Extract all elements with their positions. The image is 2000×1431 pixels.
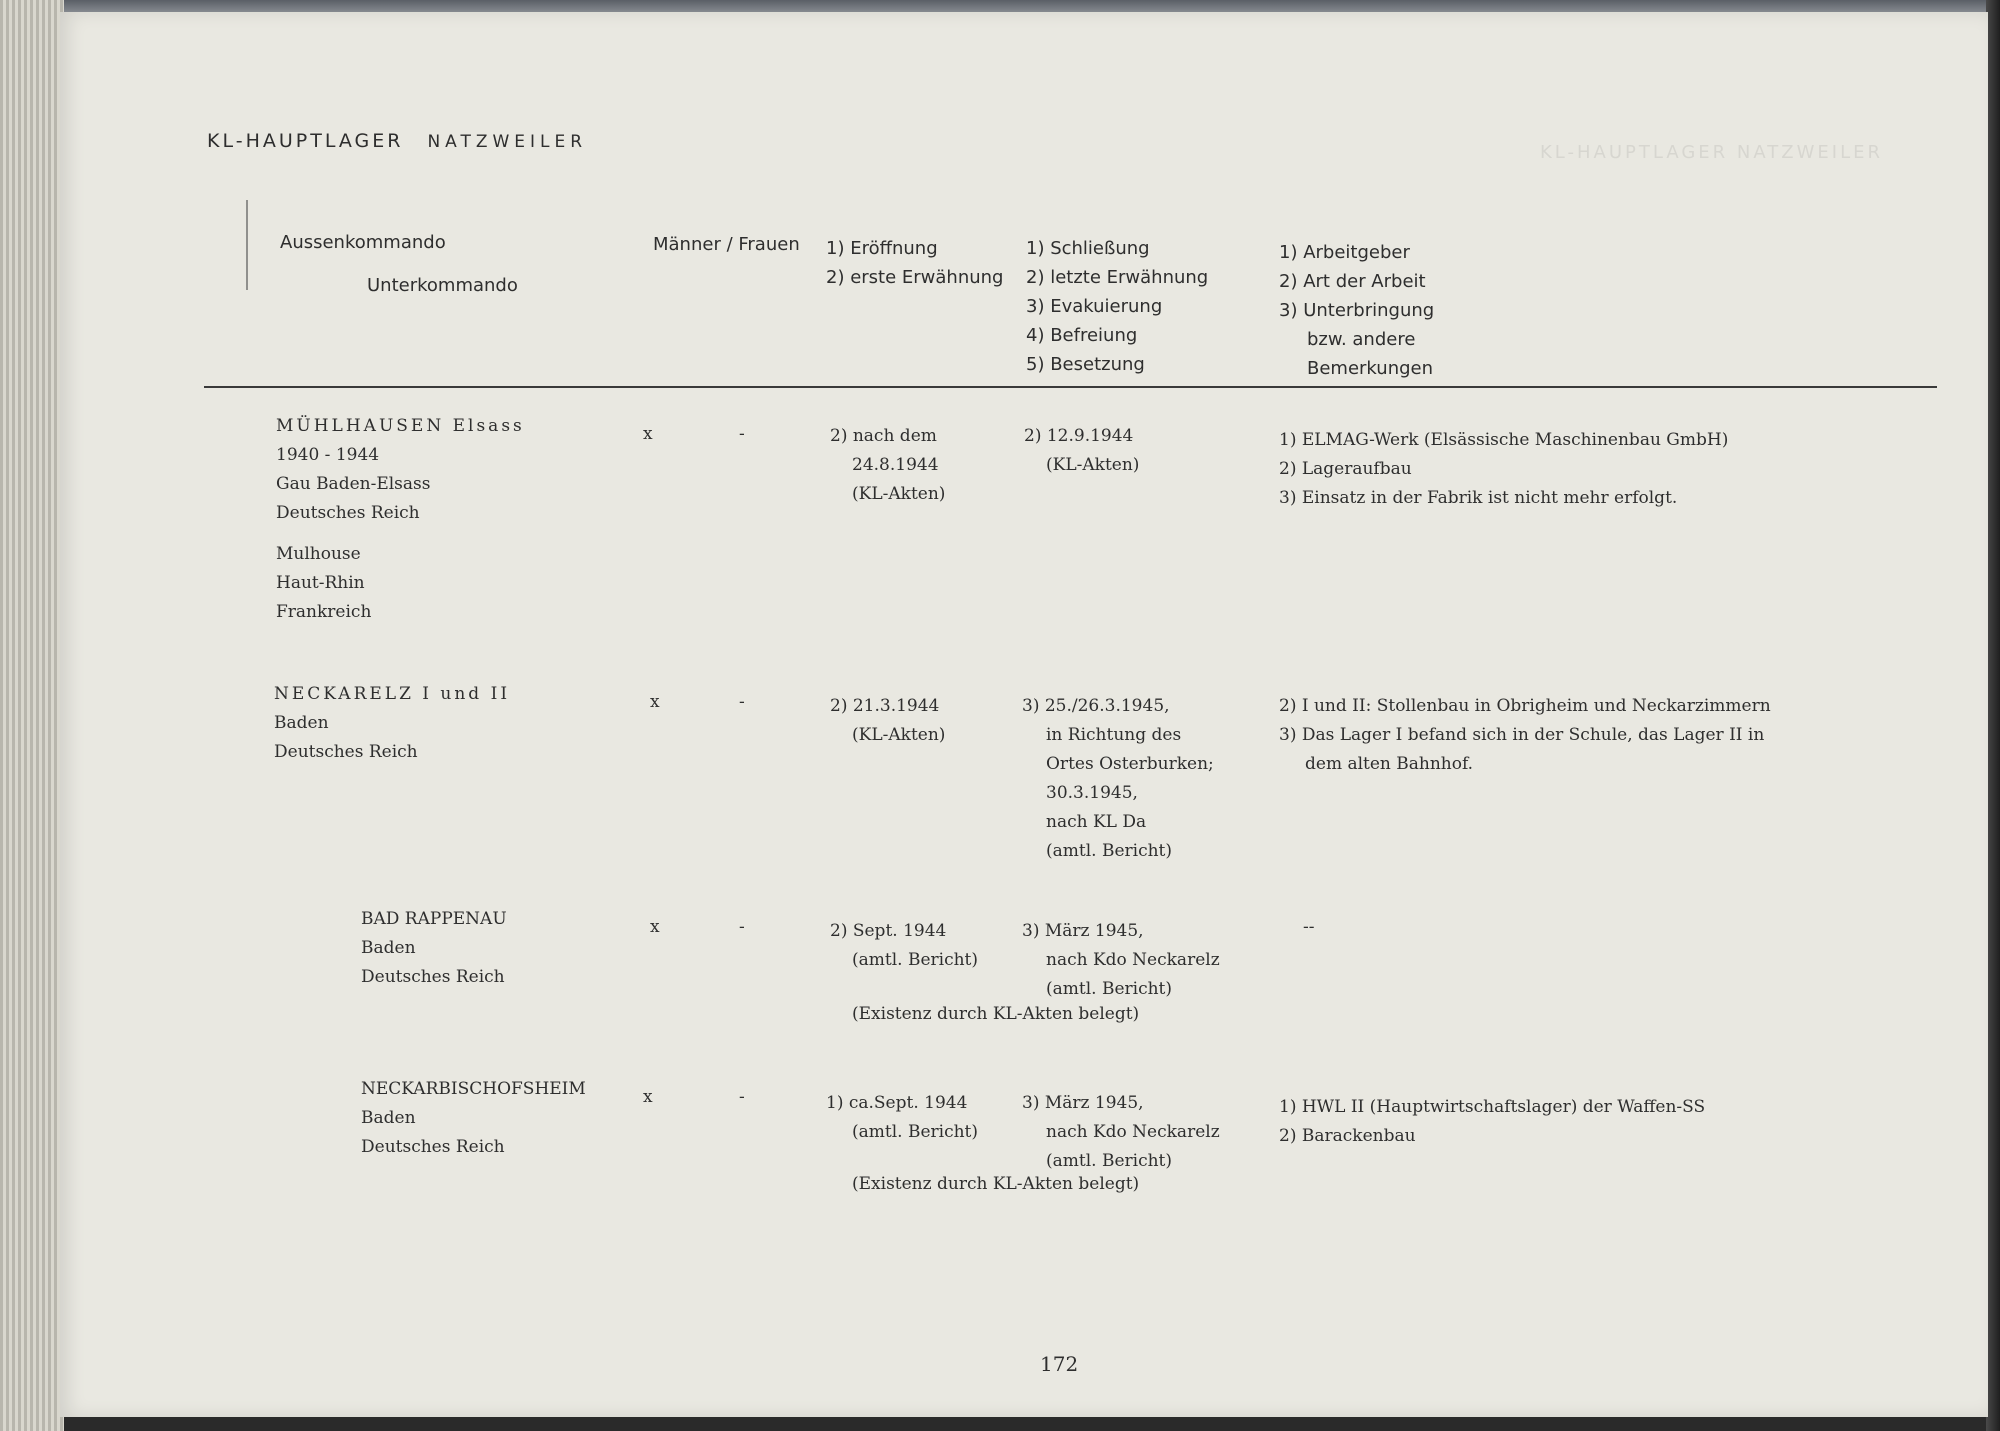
- work-line: dem alten Bahnhof.: [1305, 754, 1474, 774]
- row-open-muehlhausen: [830, 422, 945, 509]
- running-head-subtitle: NATZWEILER: [427, 132, 588, 152]
- work-line: 3) Einsatz in der Fabrik ist nicht mehr erfolgt.: [1279, 488, 1678, 508]
- camp-period: 1940 - 1944: [276, 445, 380, 465]
- header-work-line: Bemerkungen: [1307, 358, 1434, 379]
- close-line: in Richtung des: [1046, 725, 1182, 745]
- header-maenner-frauen: Männer / Frauen: [653, 234, 800, 255]
- header-arbeitgeber: [1279, 238, 1434, 383]
- row-work-bad-rappenau: --: [1303, 917, 1315, 937]
- row-note-neckarbischofsheim: (Existenz durch KL-Akten belegt): [852, 1174, 1140, 1194]
- row-name-muehlhausen: [276, 412, 525, 627]
- open-line: (amtl. Bericht): [852, 1122, 979, 1142]
- header-close-line: 5) Besetzung: [1026, 354, 1145, 375]
- row-close-muehlhausen: [1024, 422, 1139, 480]
- open-line: 2) 21.3.1944: [830, 696, 940, 716]
- work-line: 2) Barackenbau: [1279, 1126, 1416, 1146]
- close-line: nach Kdo Neckarelz: [1046, 950, 1220, 970]
- header-work-line: 1) Arbeitgeber: [1279, 242, 1410, 263]
- header-close-line: 2) letzte Erwähnung: [1026, 267, 1209, 288]
- row-men-mark: x: [650, 692, 660, 712]
- header-unterkommando: Unterkommando: [367, 275, 518, 296]
- close-line: nach KL Da: [1046, 812, 1147, 832]
- header-close-line: 4) Befreiung: [1026, 325, 1138, 346]
- camp-alt-region: Haut-Rhin: [276, 573, 365, 593]
- book-page-edges: [0, 0, 64, 1431]
- open-line: (amtl. Bericht): [852, 950, 979, 970]
- close-line: 3) 25./26.3.1945,: [1022, 696, 1170, 716]
- row-open-bad-rappenau: [830, 917, 978, 975]
- header-aussenkommando: Aussenkommando: [280, 232, 446, 253]
- row-close-neckarbischofsheim: [1022, 1089, 1220, 1176]
- header-open-line: 1) Eröffnung: [826, 238, 938, 259]
- row-women-mark: -: [739, 692, 745, 712]
- row-work-neckarbischofsheim: [1279, 1093, 1705, 1151]
- row-name-bad-rappenau: [361, 905, 507, 992]
- camp-region: Baden: [361, 938, 416, 958]
- camp-name: MÜHLHAUSEN Elsass: [276, 416, 525, 436]
- camp-region: Baden: [274, 713, 329, 733]
- camp-country: Deutsches Reich: [276, 503, 420, 523]
- open-line: 2) nach dem: [830, 426, 937, 446]
- header-close-line: 3) Evakuierung: [1026, 296, 1163, 317]
- row-work-neckarelz: [1279, 692, 1771, 779]
- work-line: 1) ELMAG-Werk (Elsässische Maschinenbau GmbH): [1279, 430, 1729, 450]
- camp-alt-country: Frankreich: [276, 602, 372, 622]
- running-head: [207, 130, 587, 152]
- row-name-neckarbischofsheim: [361, 1075, 586, 1162]
- row-men-mark: x: [643, 1087, 653, 1107]
- header-close-line: 1) Schließung: [1026, 238, 1150, 259]
- open-line: 24.8.1944: [852, 455, 939, 475]
- close-line: Ortes Osterburken;: [1046, 754, 1214, 774]
- close-line: 3) März 1945,: [1022, 1093, 1144, 1113]
- open-line: 2) Sept. 1944: [830, 921, 947, 941]
- header-work-line: 2) Art der Arbeit: [1279, 271, 1426, 292]
- row-close-neckarelz: [1022, 692, 1214, 866]
- camp-alt-name: Mulhouse: [276, 544, 361, 564]
- header-work-line: 3) Unterbringung: [1279, 300, 1435, 321]
- close-line: (amtl. Bericht): [1046, 1151, 1173, 1171]
- camp-name: NECKARELZ I und II: [274, 684, 511, 704]
- camp-region: Baden: [361, 1108, 416, 1128]
- close-line: 2) 12.9.1944: [1024, 426, 1134, 446]
- open-line: (KL-Akten): [852, 484, 946, 504]
- close-line: (amtl. Bericht): [1046, 841, 1173, 861]
- camp-country: Deutsches Reich: [361, 967, 505, 987]
- work-line: 2) I und II: Stollenbau in Obrigheim und Neckarzimmern: [1279, 696, 1771, 716]
- margin-mark: [246, 200, 248, 290]
- work-line: 2) Lageraufbau: [1279, 459, 1412, 479]
- book-right-edge: [1986, 0, 2000, 1431]
- camp-region: Gau Baden-Elsass: [276, 474, 431, 494]
- work-line: 1) HWL II (Hauptwirtschaftslager) der Waffen-SS: [1279, 1097, 1706, 1117]
- row-men-mark: x: [643, 424, 653, 444]
- close-line: (KL-Akten): [1046, 455, 1140, 475]
- close-line: 3) März 1945,: [1022, 921, 1144, 941]
- camp-country: Deutsches Reich: [274, 742, 418, 762]
- running-head-title: KL-HAUPTLAGER: [207, 130, 404, 152]
- row-open-neckarelz: [830, 692, 945, 750]
- row-note-bad-rappenau: (Existenz durch KL-Akten belegt): [852, 1004, 1140, 1024]
- close-line: nach Kdo Neckarelz: [1046, 1122, 1220, 1142]
- row-work-muehlhausen: [1279, 426, 1728, 513]
- open-line: 1) ca.Sept. 1944: [826, 1093, 968, 1113]
- open-line: (KL-Akten): [852, 725, 946, 745]
- header-rule: [204, 386, 1937, 388]
- header-schliessung: [1026, 234, 1208, 379]
- bleed-through-text: KL-HAUPTLAGER NATZWEILER: [1540, 142, 1883, 163]
- row-close-bad-rappenau: [1022, 917, 1220, 1004]
- camp-name: NECKARBISCHOFSHEIM: [361, 1079, 586, 1099]
- row-women-mark: -: [739, 1087, 745, 1107]
- page-number: 172: [1040, 1352, 1079, 1376]
- book-page: [60, 12, 1988, 1417]
- row-open-neckarbischofsheim: [826, 1089, 978, 1147]
- close-line: 30.3.1945,: [1046, 783, 1138, 803]
- row-women-mark: -: [739, 424, 745, 444]
- header-eroeffnung: [826, 234, 1004, 292]
- row-name-neckarelz: [274, 680, 510, 767]
- work-line: 3) Das Lager I befand sich in der Schule, das Lager II in: [1279, 725, 1765, 745]
- close-line: (amtl. Bericht): [1046, 979, 1173, 999]
- row-women-mark: -: [739, 917, 745, 937]
- row-men-mark: x: [650, 917, 660, 937]
- header-work-line: bzw. andere: [1307, 329, 1416, 350]
- header-open-line: 2) erste Erwähnung: [826, 267, 1004, 288]
- camp-name: BAD RAPPENAU: [361, 909, 507, 929]
- camp-country: Deutsches Reich: [361, 1137, 505, 1157]
